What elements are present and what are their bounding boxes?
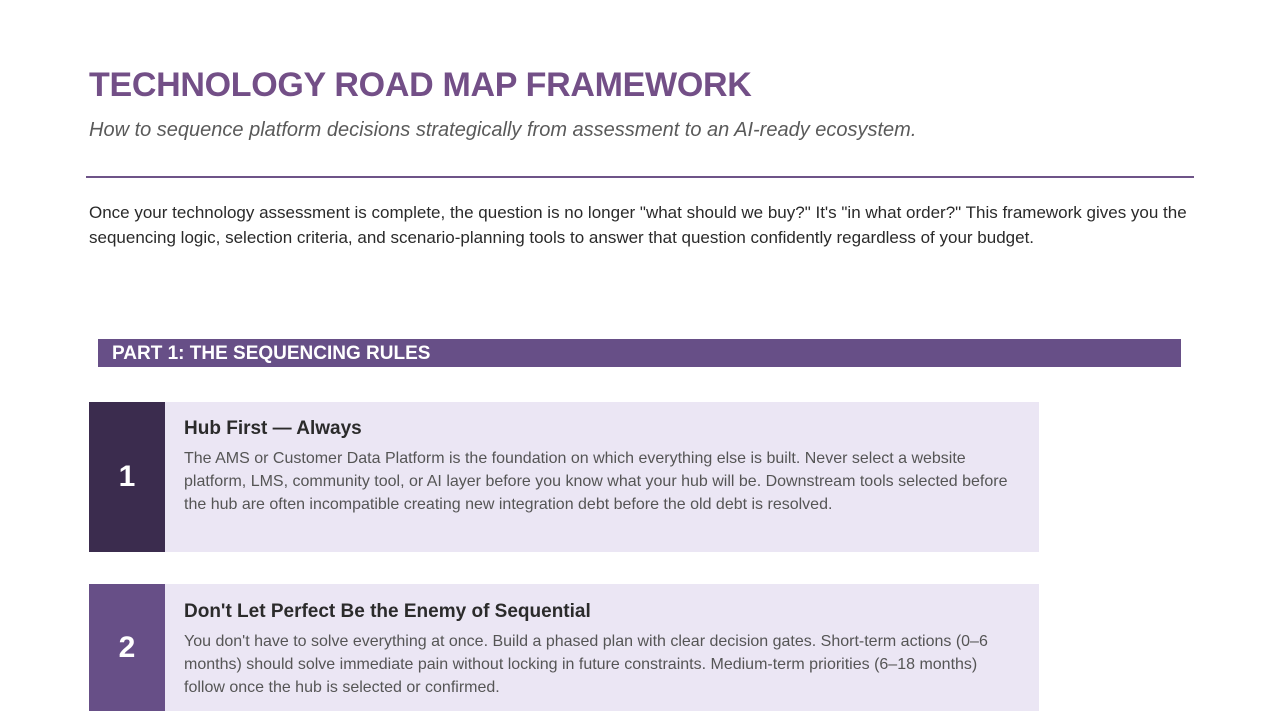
section-title: PART 1: THE SEQUENCING RULES (112, 343, 431, 364)
rule-description: The AMS or Customer Data Platform is the foundation on which everything else is built. Never select a website platform, LMS, community tool, or AI layer before you know what your hub will be. Downstream tools selected before the hub are often incompatible creating new integration debt before the old debt is resolved. (184, 450, 1008, 513)
rule-number-badge: 1 (89, 402, 165, 552)
section-header-part-1 (98, 339, 1181, 367)
rule-description: You don't have to solve everything at once. Build a phased plan with clear decision gates. Short-term actions (0–6 months) should solve immediate pain without locking in future constraints. Medium-term priorities (6–18 months) follow once the hub is selected or confirmed. (184, 633, 988, 696)
rule-body (184, 600, 1021, 699)
rule-body (184, 417, 1021, 516)
rule-card-2 (89, 584, 1039, 711)
rule-heading: Don't Let Perfect Be the Enemy of Sequential (184, 601, 591, 622)
rule-card-1 (89, 402, 1039, 552)
page-subtitle: How to sequence platform decisions strategically from assessment to an AI-ready ecosystem. (89, 119, 917, 141)
rule-heading: Hub First — Always (184, 418, 362, 439)
page-title: TECHNOLOGY ROAD MAP FRAMEWORK (89, 66, 752, 104)
rule-number-badge: 2 (89, 584, 165, 711)
intro-paragraph: Once your technology assessment is complete, the question is no longer "what should we buy?" It's "in what order?" This framework gives you the sequencing logic, selection criteria, and scenario-planning tools to answer that question confidently regardless of your budget. (89, 203, 1187, 247)
header-divider (86, 176, 1194, 178)
